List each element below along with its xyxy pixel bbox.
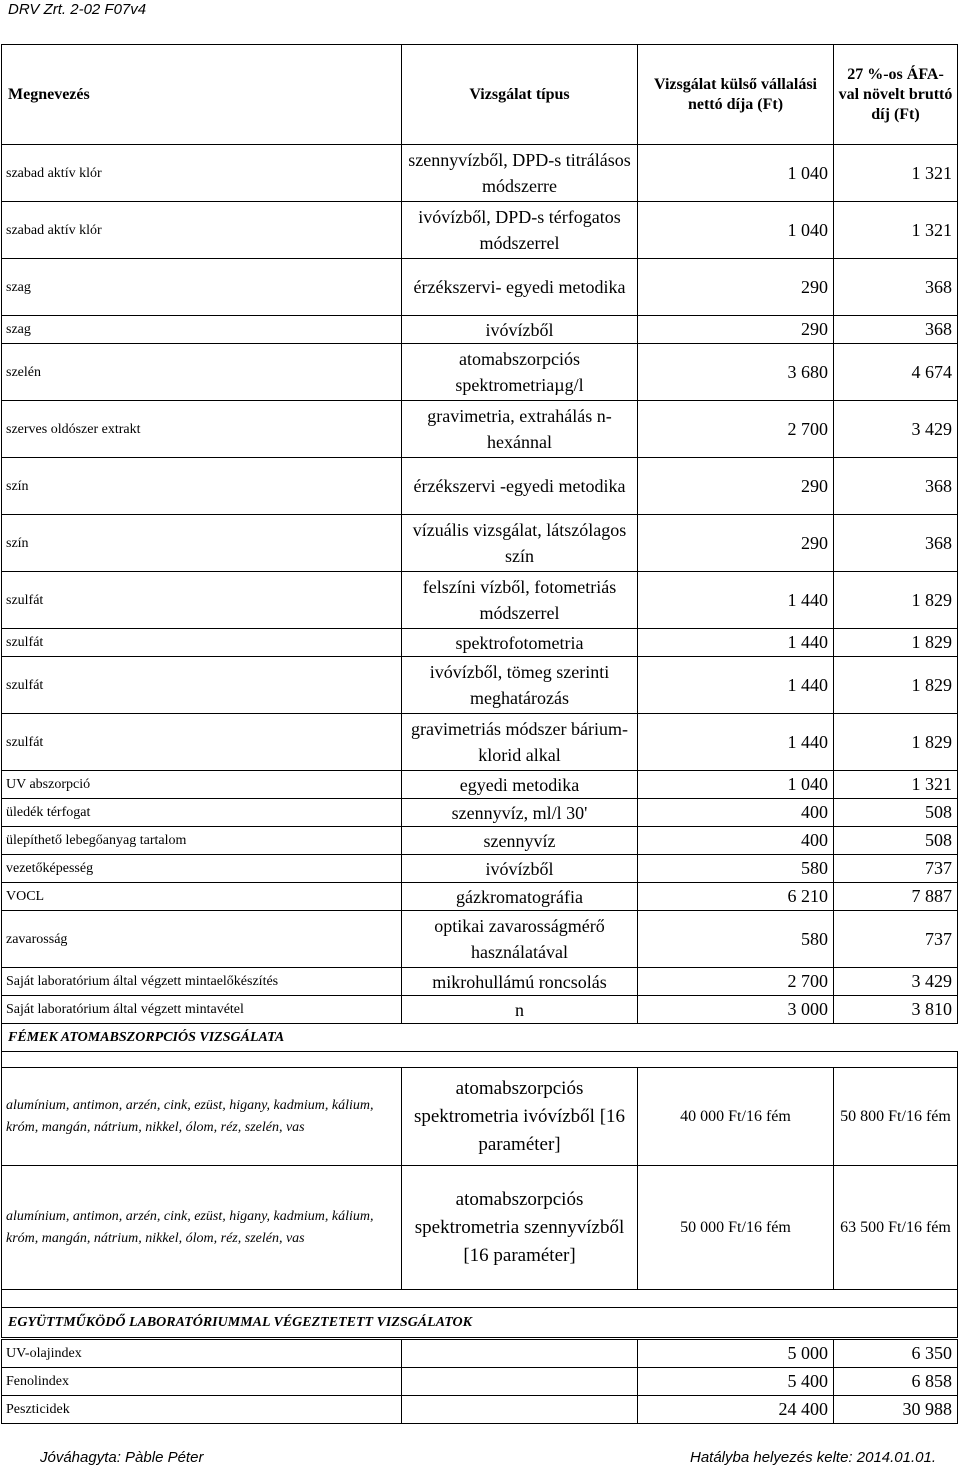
approved-by: Jóváhagyta: Pàble Péter [40, 1449, 204, 1466]
row-type: felszíni vízből, fotometriás módszerrel [402, 572, 638, 629]
column-header-name: Megnevezés [2, 45, 402, 145]
row-gross-price: 368 [834, 458, 958, 515]
row-name: UV abszorpció [2, 771, 402, 799]
row-name: szín [2, 515, 402, 572]
row-name: szulfát [2, 714, 402, 771]
section-title-coop: EGYÜTTMŰKÖDŐ LABORATÓRIUMMAL VÉGEZTETETT VIZSGÁLATOK [2, 1308, 958, 1338]
table-row [2, 458, 958, 515]
row-name: üledék térfogat [2, 799, 402, 827]
row-net-price: 1 440 [638, 572, 834, 629]
table-row [2, 657, 958, 714]
row-type: gázkromatográfia [402, 883, 638, 911]
row-name: szag [2, 316, 402, 344]
row-net-price: 580 [638, 911, 834, 968]
column-header-net: Vizsgálat külső vállalási nettó díja (Ft) [638, 45, 834, 145]
row-gross-price: 1 829 [834, 629, 958, 657]
row-type: szennyvíz [402, 827, 638, 855]
row-name: Saját laboratórium által végzett mintaelőkészítés [2, 968, 402, 996]
row-net-price: 290 [638, 316, 834, 344]
coop-gross-price: 6 350 [834, 1340, 958, 1368]
metal-gross-price: 50 800 Ft/16 fém [834, 1068, 958, 1166]
row-type: szennyvíz, ml/l 30' [402, 799, 638, 827]
section-row [2, 1308, 958, 1338]
metal-row [2, 1068, 958, 1166]
coop-gross-price: 30 988 [834, 1396, 958, 1424]
row-type: mikrohullámú roncsolás [402, 968, 638, 996]
row-net-price: 3 680 [638, 344, 834, 401]
row-net-price: 6 210 [638, 883, 834, 911]
row-gross-price: 737 [834, 911, 958, 968]
metal-net-price: 40 000 Ft/16 fém [638, 1068, 834, 1166]
row-net-price: 1 040 [638, 202, 834, 259]
row-gross-price: 368 [834, 515, 958, 572]
row-name: szulfát [2, 572, 402, 629]
column-header-type: Vizsgálat típus [402, 45, 638, 145]
row-gross-price: 737 [834, 855, 958, 883]
coop-row [2, 1340, 958, 1368]
metal-net-price: 50 000 Ft/16 fém [638, 1166, 834, 1290]
section-spacer [2, 1290, 958, 1308]
table-row [2, 629, 958, 657]
table-row [2, 316, 958, 344]
coop-type-empty [402, 1368, 638, 1396]
row-type: ivóvízből [402, 855, 638, 883]
coop-type-empty [402, 1340, 638, 1368]
row-gross-price: 3 429 [834, 401, 958, 458]
row-gross-price: 7 887 [834, 883, 958, 911]
row-type: ivóvízből, tömeg szerinti meghatározás [402, 657, 638, 714]
row-gross-price: 368 [834, 316, 958, 344]
row-type: vízuális vizsgálat, látszólagos szín [402, 515, 638, 572]
row-net-price: 400 [638, 827, 834, 855]
row-type: egyedi metodika [402, 771, 638, 799]
row-gross-price: 3 810 [834, 996, 958, 1024]
table-row [2, 968, 958, 996]
row-net-price: 3 000 [638, 996, 834, 1024]
document-code: DRV Zrt. 2-02 F07v4 [8, 1, 147, 18]
coop-net-price: 24 400 [638, 1396, 834, 1424]
table-row [2, 572, 958, 629]
row-net-price: 580 [638, 855, 834, 883]
row-net-price: 2 700 [638, 968, 834, 996]
row-name: szag [2, 259, 402, 316]
row-name: ülepíthető lebegőanyag tartalom [2, 827, 402, 855]
row-net-price: 290 [638, 515, 834, 572]
price-table [1, 44, 958, 1338]
row-net-price: 1 440 [638, 714, 834, 771]
row-gross-price: 4 674 [834, 344, 958, 401]
row-net-price: 290 [638, 458, 834, 515]
row-gross-price: 1 321 [834, 145, 958, 202]
effective-date: Hatályba helyezés kelte: 2014.01.01. [690, 1449, 936, 1466]
table-row [2, 202, 958, 259]
row-name: szabad aktív klór [2, 202, 402, 259]
coop-name: Fenolindex [2, 1368, 402, 1396]
row-net-price: 1 040 [638, 771, 834, 799]
metal-row [2, 1166, 958, 1290]
row-type: n [402, 996, 638, 1024]
row-net-price: 400 [638, 799, 834, 827]
metal-test-type: atomabszorpciós spektrometria szennyvízből [16 paraméter] [402, 1166, 638, 1290]
row-type: spektrofotometria [402, 629, 638, 657]
row-type: érzékszervi -egyedi metodika [402, 458, 638, 515]
row-gross-price: 368 [834, 259, 958, 316]
row-gross-price: 1 829 [834, 572, 958, 629]
spacer-cell [2, 1290, 958, 1308]
row-type: atomabszorpciós spektrometriaµg/l [402, 344, 638, 401]
table-row [2, 344, 958, 401]
row-name: zavarosság [2, 911, 402, 968]
row-type: érzékszervi- egyedi metodika [402, 259, 638, 316]
coop-table [1, 1339, 958, 1424]
table-row [2, 911, 958, 968]
table-row [2, 259, 958, 316]
row-name: szabad aktív klór [2, 145, 402, 202]
metal-gross-price: 63 500 Ft/16 fém [834, 1166, 958, 1290]
row-type: gravimetriás módszer bárium-klorid alkal [402, 714, 638, 771]
table-row [2, 827, 958, 855]
column-header-gross: 27 %-os ÁFA-val növelt bruttó díj (Ft) [834, 45, 958, 145]
row-name: szulfát [2, 657, 402, 714]
row-gross-price: 3 429 [834, 968, 958, 996]
coop-row [2, 1396, 958, 1424]
row-name: vezetőképesség [2, 855, 402, 883]
row-type: gravimetria, extrahálás n-hexánnal [402, 401, 638, 458]
row-net-price: 2 700 [638, 401, 834, 458]
table-row [2, 515, 958, 572]
row-gross-price: 1 321 [834, 202, 958, 259]
spacer-cell [2, 1052, 958, 1068]
table-row [2, 855, 958, 883]
metal-list: alumínium, antimon, arzén, cink, ezüst, higany, kadmium, kálium, króm, mangán, nátrium, nikkel, ólom, réz, szelén, vas [2, 1068, 402, 1166]
row-gross-price: 508 [834, 827, 958, 855]
table-row [2, 799, 958, 827]
section-title-metals: FÉMEK ATOMABSZORPCIÓS VIZSGÁLATA [2, 1024, 958, 1052]
row-name: szerves oldószer extrakt [2, 401, 402, 458]
metal-test-type: atomabszorpciós spektrometria ivóvízből [16 paraméter] [402, 1068, 638, 1166]
row-gross-price: 1 829 [834, 657, 958, 714]
row-name: VOCL [2, 883, 402, 911]
table-row [2, 401, 958, 458]
table-row [2, 771, 958, 799]
row-net-price: 1 440 [638, 657, 834, 714]
row-type: szennyvízből, DPD-s titrálásos módszerre [402, 145, 638, 202]
coop-net-price: 5 400 [638, 1368, 834, 1396]
coop-net-price: 5 000 [638, 1340, 834, 1368]
row-gross-price: 508 [834, 799, 958, 827]
section-spacer [2, 1052, 958, 1068]
table-row [2, 996, 958, 1024]
row-net-price: 1 440 [638, 629, 834, 657]
row-name: szelén [2, 344, 402, 401]
coop-row [2, 1368, 958, 1396]
row-type: optikai zavarosságmérő használatával [402, 911, 638, 968]
coop-gross-price: 6 858 [834, 1368, 958, 1396]
table-row [2, 145, 958, 202]
row-gross-price: 1 829 [834, 714, 958, 771]
metal-list: alumínium, antimon, arzén, cink, ezüst, higany, kadmium, kálium, króm, mangán, nátrium, nikkel, ólom, réz, szelén, vas [2, 1166, 402, 1290]
row-name: Saját laboratórium által végzett mintavétel [2, 996, 402, 1024]
row-name: szín [2, 458, 402, 515]
coop-type-empty [402, 1396, 638, 1424]
coop-name: UV-olajindex [2, 1340, 402, 1368]
row-type: ivóvízből [402, 316, 638, 344]
table-header-row [2, 45, 958, 145]
row-gross-price: 1 321 [834, 771, 958, 799]
row-type: ivóvízből, DPD-s térfogatos módszerrel [402, 202, 638, 259]
coop-name: Peszticidek [2, 1396, 402, 1424]
table-row [2, 883, 958, 911]
row-net-price: 290 [638, 259, 834, 316]
row-net-price: 1 040 [638, 145, 834, 202]
section-row [2, 1024, 958, 1052]
row-name: szulfát [2, 629, 402, 657]
table-row [2, 714, 958, 771]
